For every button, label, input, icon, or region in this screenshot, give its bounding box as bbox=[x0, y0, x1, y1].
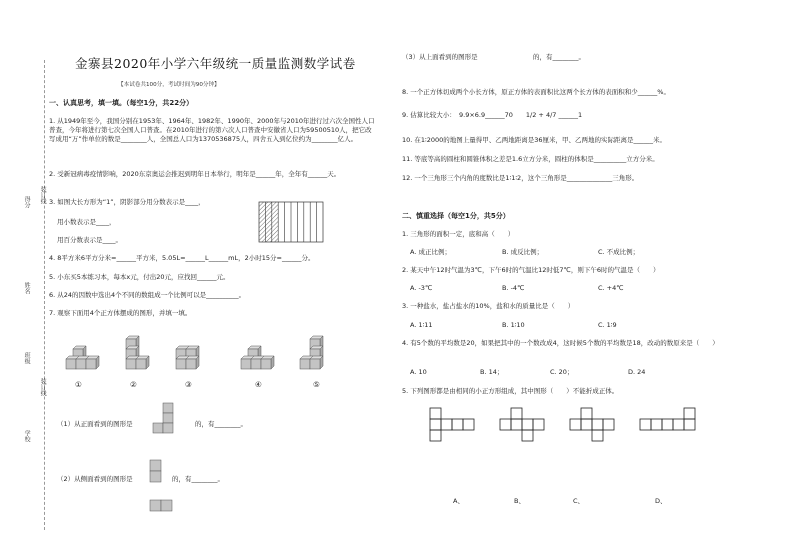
question-6: 6. 从24的因数中选出4个不同的数组成一个比例可以是__________。 bbox=[49, 291, 246, 299]
question-7: 7. 观察下面用4个正方体摆成的图形，并填一填。 bbox=[49, 309, 192, 317]
question-7-1-tail: 的，有________。 bbox=[195, 420, 247, 428]
question-3c: 用百分数表示是____。 bbox=[57, 236, 122, 244]
question-7-2: （2）从侧面看到的图形是 bbox=[57, 475, 133, 483]
net-label-d: D、 bbox=[655, 497, 667, 505]
school-label: 学校 bbox=[23, 430, 31, 442]
question-1: 1. 从1949年至今，我国分别在1953年、1964年、1982年、1990年、2000年与2010年进行过六次全国性人口普查，今年将进行第七次全国人口普查。在2010年进行的第六次人口普查中安徽省人口为59500510人，把它改写成用“万”作单位的数是________人，全国总人口为1370536875人，四舍五入到亿位约为________亿人。 bbox=[49, 117, 375, 143]
question-5: 5. 小东买5本练习本，每本x元，付出20元，应找回______元。 bbox=[49, 273, 230, 281]
choice-question-1: 1. 三角形的面积一定，底和高（ ） bbox=[402, 230, 515, 238]
cube-nets-figure bbox=[430, 408, 720, 458]
choice-2-option-c: C. +4℃ bbox=[598, 284, 624, 292]
score-label: 得分 bbox=[23, 196, 31, 208]
shape-label-3: ③ bbox=[185, 380, 192, 389]
choice-4-option-b: B. 14； bbox=[480, 368, 504, 376]
question-7-2-tail: 的，有________。 bbox=[172, 475, 224, 483]
shape-label-1: ① bbox=[75, 380, 82, 389]
choice-question-2: 2. 某天中午12时气温为3℃，下午6时的气温比12时低7℃，则下午6时的气温是（ ） bbox=[402, 266, 660, 274]
choice-1-option-a: A. 成正比例； bbox=[410, 248, 451, 256]
choice-3-option-b: B. 1∶10 bbox=[502, 321, 525, 329]
net-label-c: C、 bbox=[573, 497, 585, 505]
choice-3-option-a: A. 1∶11 bbox=[410, 321, 433, 329]
question-7-3-tail: 的，有________。 bbox=[533, 53, 585, 61]
binding-line bbox=[44, 60, 45, 530]
seal-mark-1: 装订线 bbox=[39, 186, 47, 204]
question-3b: 用小数表示是____， bbox=[57, 218, 116, 226]
choice-4-option-c: C. 20； bbox=[550, 368, 574, 376]
choice-2-option-b: B. -4℃ bbox=[502, 284, 525, 292]
net-label-a: A、 bbox=[453, 497, 464, 505]
question-11: 11. 等底等高的圆柱和圆锥体积之差是1.6立方分米，圆柱的体积是__________立方分米。 bbox=[402, 155, 659, 163]
choice-question-3: 3. 一种盐水，盐占盐水的10%，盐和水的质量比是（ ） bbox=[402, 302, 575, 310]
question-2: 2. 受新冠病毒疫情影响，2020东京奥运会推迟到明年日本举行，明年是______年，全年有______天。 bbox=[49, 170, 341, 178]
question-7-1: （1）从正面看到的图形是 bbox=[57, 420, 133, 428]
question-7-3: （3）从上面看到的图形是 bbox=[402, 53, 478, 61]
choice-question-5: 5. 下列图形都是由相同的小正方形组成，其中图形（ ）不能折成正体。 bbox=[402, 387, 619, 395]
question-12: 12. 一个三角形三个内角的度数比是1∶1∶2，这个三角形是______________三角形。 bbox=[402, 174, 639, 182]
section1-heading: 一、认真思考，填一填。（每空1分，共22分） bbox=[49, 99, 194, 107]
shape-label-5: ⑤ bbox=[313, 380, 320, 389]
choice-3-option-c: C. 1∶9 bbox=[598, 321, 617, 329]
shape-label-4: ④ bbox=[255, 380, 262, 389]
seal-mark-2: 装订线 bbox=[39, 378, 47, 396]
fraction-rectangle-figure bbox=[259, 202, 323, 242]
shape-label-2: ② bbox=[130, 380, 137, 389]
section2-heading: 二、慎重选择（每空1分，共5分） bbox=[402, 212, 510, 220]
exam-note: 【本试卷共100分，考试时间为90分钟】 bbox=[118, 82, 220, 88]
choice-1-option-b: B. 成反比例； bbox=[502, 248, 544, 256]
question-10: 10. 在1∶2000的地图上量得甲、乙两地距离是36厘米，甲、乙两地的实际距离是______米。 bbox=[402, 136, 667, 144]
choice-4-option-d: D. 24 bbox=[628, 368, 646, 376]
choice-1-option-c: C. 不成比例； bbox=[598, 248, 640, 256]
side-view-figure bbox=[150, 460, 190, 520]
question-4: 4. 8平方米6平方分米=______平方米，5.05L=______L______mL，2小时15分=______分。 bbox=[49, 254, 315, 262]
front-view-figure bbox=[150, 403, 190, 433]
question-3a: 3. 如图大长方形为“1”，阴影部分用分数表示是____， bbox=[49, 198, 205, 206]
question-8: 8. 一个正方体切成两个小长方体，原正方体的表面积比这两个长方体的表面积和少______%。 bbox=[402, 88, 670, 96]
choice-question-4: 4. 有5个数的平均数是20，如果把其中的一个数改成4，这时候5个数的平均数是18，改动的数原来是（ ） bbox=[402, 339, 719, 347]
name-label: 姓名 bbox=[23, 282, 31, 294]
page-title: 金寨县2020年小学六年级统一质量监测数学试卷 bbox=[75, 56, 356, 71]
choice-4-option-a: A. 10 bbox=[410, 368, 427, 376]
class-label: 班级 bbox=[23, 352, 31, 364]
question-9: 9. 估算比较大小： 9.9×6.9______70 1/2 + 4/7 ______1 bbox=[402, 111, 583, 119]
choice-2-option-a: A. -3℃ bbox=[410, 284, 433, 292]
net-label-b: B、 bbox=[514, 497, 525, 505]
cube-figures bbox=[55, 332, 355, 372]
